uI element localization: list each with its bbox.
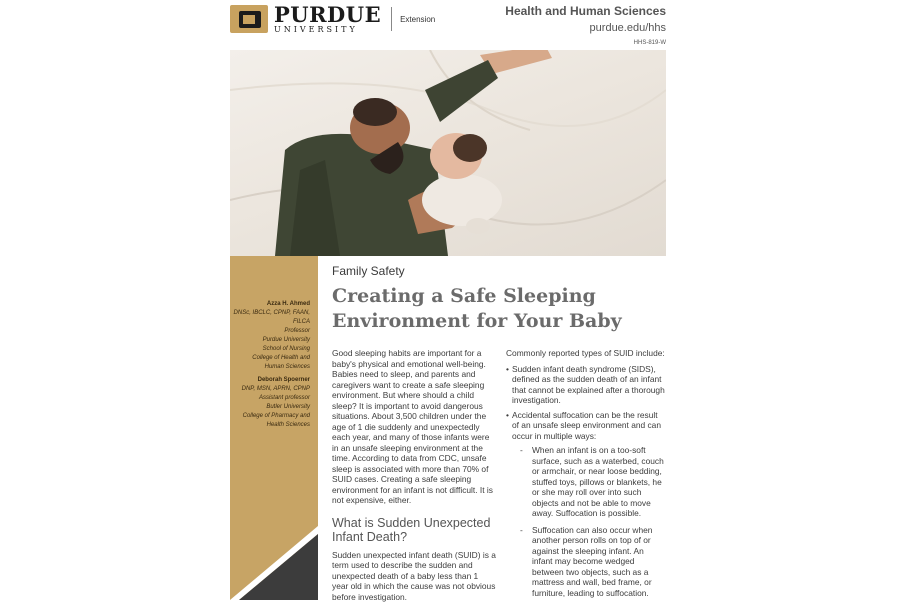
section-heading: What is Sudden Unexpected Infant Death? xyxy=(332,515,491,544)
unit-name: Health and Human Sciences xyxy=(505,4,666,18)
intro-paragraph: Good sleeping habits are important for a baby's physical and emotional well-being. Babies need to sleep, and parents and caregivers want to create a safe sleeping environment. But where should a child sleep? It is important to avoid dangerous situations. About 3,500 children under the age of 1 die suddenly and unexpectedly each year, and many of those infants were in an unsafe sleeping environment at the time. According to data from CDC, unsafe sleep is associated with more than 70% of SUID cases. Creating a safe sleeping environment for an infant is not difficult. It is not expensive, either. xyxy=(332,348,493,505)
authors-list xyxy=(230,300,310,434)
author-affiliation: College of Pharmacy and xyxy=(242,413,310,419)
suffocation-ways-list xyxy=(520,445,666,598)
author-credential: FILCA xyxy=(292,319,310,325)
right-column xyxy=(506,348,666,604)
suid-types-list xyxy=(506,364,666,599)
author-affiliation: Health Sciences xyxy=(266,422,310,428)
document-page xyxy=(230,0,666,600)
header-right xyxy=(505,4,666,46)
author-name: Deborah Spoerner xyxy=(257,377,310,383)
purdue-p-icon xyxy=(230,5,268,33)
hero-photo xyxy=(230,50,666,256)
list-item-text: Accidental suffocation can be the result of an unsafe sleep environment and can occur in multiple ways: xyxy=(512,409,661,441)
list-item xyxy=(520,445,666,519)
left-column xyxy=(332,348,496,602)
section-kicker: Family Safety xyxy=(332,264,405,278)
logo-name: PURDUE xyxy=(274,2,382,27)
extension-label: Extension xyxy=(400,14,436,24)
list-item-text: When an infant is on a too-soft surface, such as a waterbed, couch or armchair, or near loose bedding, stuffed toys, pillows or blankets, he or she may roll over into such objects and not be able to move away. Suffocation is possible. xyxy=(532,445,664,518)
author-2 xyxy=(230,376,310,430)
author-affiliation: Human Sciences xyxy=(264,364,310,370)
author-credential: DNP, MSN, APRN, CPNP xyxy=(241,386,310,392)
list-item-text: Suffocation can also occur when another person rolls on top of or against the sleeping infant. An infant may become wedged between two objects, such as a mattress and wall, bed frame, or furniture, leading to suffocation. xyxy=(532,524,653,598)
author-affiliation: Butler University xyxy=(266,404,310,410)
publication-code: HHS-819-W xyxy=(633,40,666,46)
photo-illustration xyxy=(230,50,666,256)
list-item xyxy=(520,525,666,599)
author-1 xyxy=(230,300,310,372)
logo-sub: UNIVERSITY xyxy=(274,25,358,34)
list-item xyxy=(506,364,666,406)
unit-url: purdue.edu/hhs xyxy=(589,22,666,34)
author-affiliation: College of Health and xyxy=(252,355,310,361)
suid-types-intro: Commonly reported types of SUID include: xyxy=(506,348,665,358)
author-title: Assistant professor xyxy=(258,395,310,401)
list-item-text: Sudden infant death syndrome (SIDS), defined as the sudden death of an infant that cannot be explained after a thorough investigation. xyxy=(512,363,665,405)
list-item xyxy=(506,410,666,599)
author-affiliation: School of Nursing xyxy=(262,346,310,352)
author-title: Professor xyxy=(284,328,310,334)
document-title: Creating a Safe Sleeping Environment for Your Baby xyxy=(332,285,622,332)
purdue-logo xyxy=(230,4,435,34)
author-name: Azza H. Ahmed xyxy=(266,301,310,307)
author-affiliation: Purdue University xyxy=(262,337,310,343)
author-credential: DNSc, IBCLC, CPNP, FAAN, xyxy=(233,310,310,316)
author-sidebar xyxy=(230,256,318,600)
definition-paragraph: Sudden unexpected infant death (SUID) is a term used to describe the sudden and unexpected death of a baby less than 1 year old in which the cause was not obvious before investigation. xyxy=(332,549,496,602)
logo-divider xyxy=(391,7,392,31)
